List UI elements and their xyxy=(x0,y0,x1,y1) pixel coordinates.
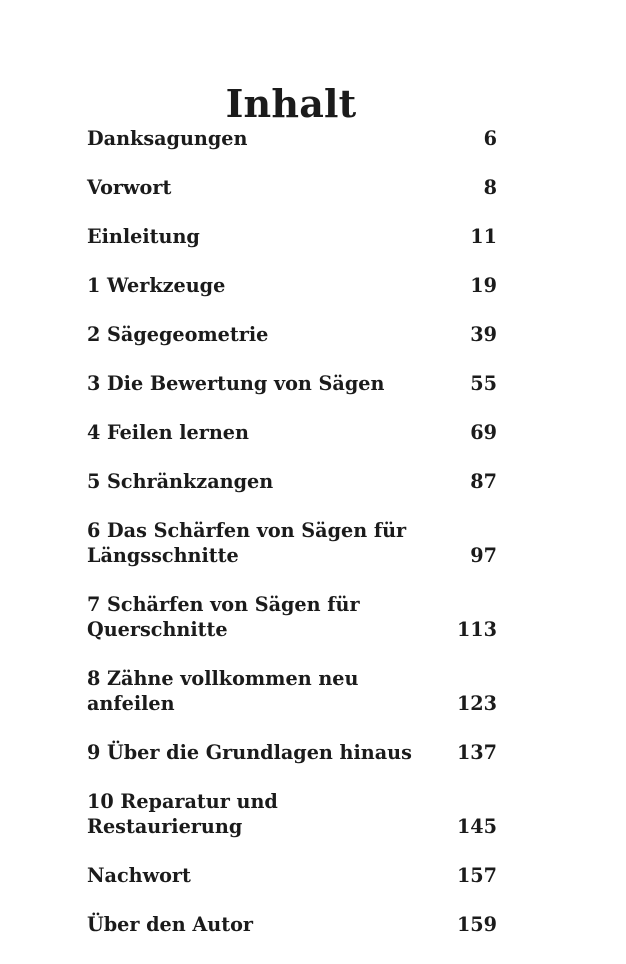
toc-entry-page: 69 xyxy=(470,421,497,444)
toc-entry xyxy=(87,420,497,445)
toc-entry-page: 8 xyxy=(483,176,497,199)
toc-entry xyxy=(87,912,497,937)
toc-entry xyxy=(87,469,497,494)
toc-entry xyxy=(87,322,497,347)
toc-entry xyxy=(87,666,497,716)
toc-entry-title: Vorwort xyxy=(87,176,172,199)
toc-entry xyxy=(87,518,497,568)
toc-entry-title: 4 Feilen lernen xyxy=(87,421,249,444)
toc-entry-title: 7 Schärfen von Sägen für Querschnitte xyxy=(87,593,360,641)
toc-entry-page: 159 xyxy=(456,913,497,936)
toc-entry xyxy=(87,175,497,200)
toc-entry-title: 8 Zähne vollkommen neu anfeilen xyxy=(87,667,359,715)
toc-entry-page: 11 xyxy=(470,225,497,248)
toc-entry xyxy=(87,863,497,888)
toc-entry-page: 157 xyxy=(456,864,497,887)
toc-entry-page: 137 xyxy=(456,741,497,764)
toc-entry-title: 6 Das Schärfen von Sägen für Längsschnitte xyxy=(87,519,407,567)
toc-entry-title: 5 Schränkzangen xyxy=(87,470,274,493)
table-of-contents xyxy=(87,126,497,961)
toc-entry-page: 145 xyxy=(456,815,497,838)
toc-entry-page: 39 xyxy=(470,323,497,346)
toc-entry-page: 87 xyxy=(470,470,497,493)
toc-entry-title: 10 Reparatur und Restaurierung xyxy=(87,790,278,838)
toc-entry xyxy=(87,273,497,298)
toc-entry xyxy=(87,371,497,396)
toc-entry-page: 123 xyxy=(456,692,497,715)
toc-entry-title: Einleitung xyxy=(87,225,200,248)
toc-entry-page: 97 xyxy=(470,544,497,567)
toc-entry-title: Über den Autor xyxy=(87,913,254,936)
toc-entry-title: 9 Über die Grundlagen hinaus xyxy=(87,741,412,764)
toc-entry-title: 1 Werkzeuge xyxy=(87,274,226,297)
toc-entry-title: Nachwort xyxy=(87,864,191,887)
toc-entry xyxy=(87,740,497,765)
toc-entry xyxy=(87,592,497,642)
toc-entry-page: 6 xyxy=(483,127,497,150)
toc-entry xyxy=(87,789,497,839)
toc-entry-page: 19 xyxy=(470,274,497,297)
toc-entry-page: 55 xyxy=(470,372,497,395)
toc-entry-title: Danksagungen xyxy=(87,127,248,150)
toc-entry-title: 3 Die Bewertung von Sägen xyxy=(87,372,385,395)
page-title: Inhalt xyxy=(225,81,357,127)
toc-entry-page: 113 xyxy=(456,618,497,641)
toc-entry xyxy=(87,126,497,151)
toc-entry-title: 2 Sägegeometrie xyxy=(87,323,269,346)
toc-entry xyxy=(87,224,497,249)
